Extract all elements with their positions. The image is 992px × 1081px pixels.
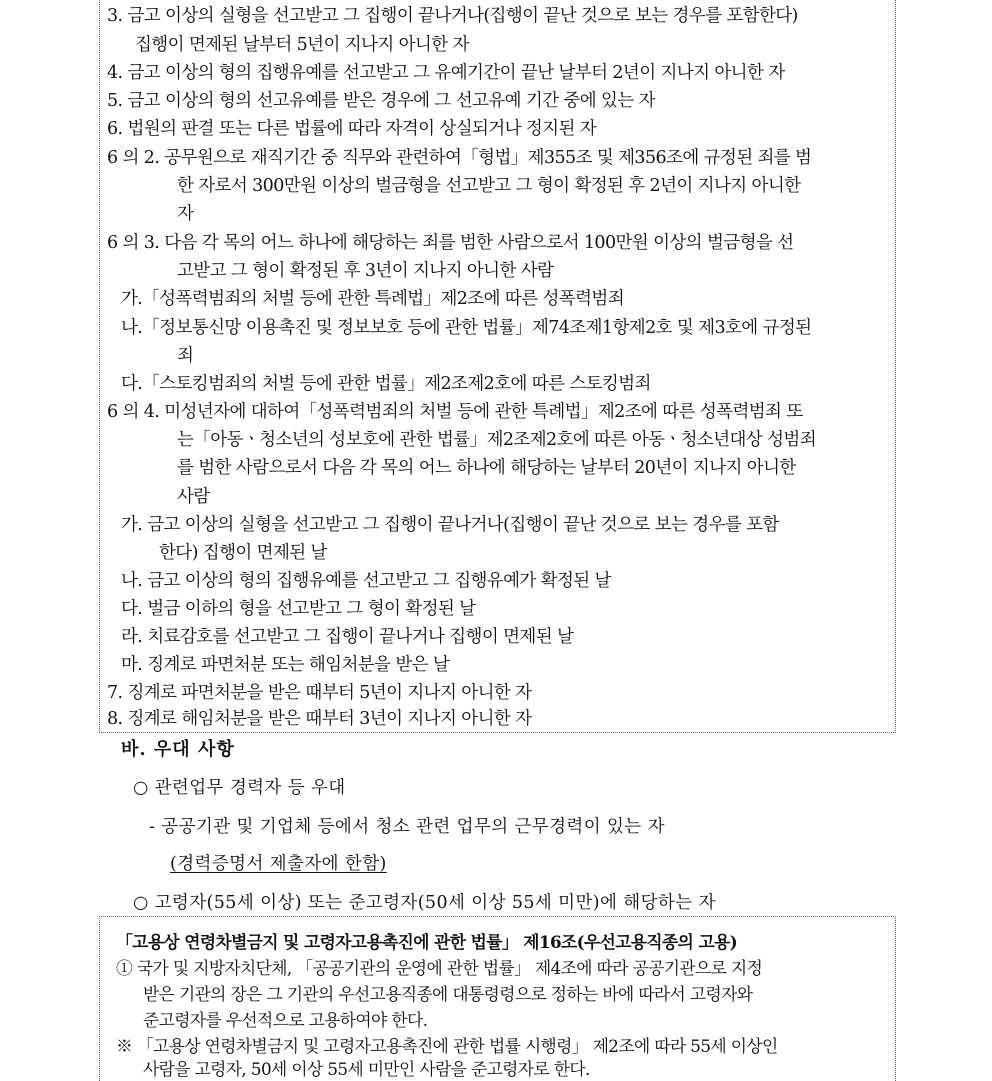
item-6: 6. 법원의 판결 또는 다른 법률에 따라 자격이 상실되거나 정지된 자 [107,119,597,139]
item-6-4-ra: 라. 치료감호를 선고받고 그 집행이 끝나거나 집행이 면제된 날 [121,627,574,647]
pref-elderly: ○ 고령자(55세 이상) 또는 준고령자(50세 이상 55세 미만)에 해당하는 자 [133,893,716,913]
item-7: 7. 징계로 파면처분을 받은 때부터 5년이 지나지 아니한 자 [107,683,532,703]
item-3-cont: 집행이 면제된 날부터 5년이 지나지 아니한 자 [135,35,469,55]
law-line-3: 준고령자를 우선적으로 고용하여야 한다. [143,1010,428,1030]
item-6-3-na: 나.「정보통신망 이용촉진 및 정보보호 등에 관한 법률」제74조제1항제2호 및 제3호에 규정된 [121,318,812,338]
law-line-1: ① 국가 및 지방자치단체, 「공공기관의 운영에 관한 법률」 제4조에 따라 공공기관으로 지정 [116,958,763,978]
item-8: 8. 징계로 해임처분을 받은 때부터 3년이 지나지 아니한 자 [107,709,532,729]
item-6-4-da: 다. 벌금 이하의 형을 선고받고 그 형이 확정된 날 [121,599,476,619]
item-6-4-ma: 마. 징계로 파면처분 또는 해임처분을 받은 날 [121,655,450,675]
item-6-4-na: 나. 금고 이상의 형의 집행유예를 선고받고 그 집행유예가 확정된 날 [121,571,611,591]
law-title: 「고용상 연령차별금지 및 고령자고용촉진에 관한 법률」 제16조(우선고용직종의 고용) [116,932,738,952]
law-note-cont: 사람을 고령자, 50세 이상 55세 미만인 사람을 준고령자로 한다. [143,1059,590,1079]
item-6-4-cont2: 를 범한 사람으로서 다음 각 목의 어느 하나에 해당하는 날부터 20년이 지나지 아니한 [177,458,796,478]
item-6-2-cont: 한 자로서 300만원 이상의 벌금형을 선고받고 그 형이 확정된 후 2년이 지나지 아니한 [177,176,801,196]
section-title: 바. 우대 사항 [121,739,235,760]
law-line-2: 받은 기관의 장은 그 기관의 우선고용직종에 대통령령으로 정하는 바에 따라서 고령자와 [143,984,753,1004]
item-6-3-cont: 고받고 그 형이 확정된 후 3년이 지나지 아니한 사람 [177,261,554,281]
pref-career-detail: - 공공기관 및 기업체 등에서 청소 관련 업무의 근무경력이 있는 자 [149,817,665,837]
pref-career-note: (경력증명서 제출자에 한함) [170,854,387,874]
item-4: 4. 금고 이상의 형의 집행유예를 선고받고 그 유예기간이 끝난 날부터 2년이 지나지 아니한 자 [107,63,785,83]
item-6-3-na-cont: 죄 [177,346,194,366]
item-6-4-cont: 는「아동ㆍ청소년의 성보호에 관한 법률」제2조제2호에 따른 아동ㆍ청소년대상 성범죄 [177,430,817,450]
item-6-4-ga: 가. 금고 이상의 실형을 선고받고 그 집행이 끝나거나(집행이 끝난 것으로 보는 경우를 포함 [121,515,779,535]
item-6-4-cont3: 사람 [177,487,210,507]
item-6-2-cont2: 자 [177,204,194,224]
item-6-2: 6 의 2. 공무원으로 재직기간 중 직무와 관련하여「형법」제355조 및 제356조에 규정된 죄를 범 [107,148,812,168]
pref-career: ○ 관련업무 경력자 등 우대 [133,778,346,798]
item-6-4-ga-cont: 한다) 집행이 면제된 날 [159,543,327,563]
item-3: 3. 금고 이상의 실형을 선고받고 그 집행이 끝나거나(집행이 끝난 것으로 보는 경우를 포함한다) [107,6,798,26]
law-note: ※ 「고용상 연령차별금지 및 고령자고용촉진에 관한 법률 시행령」 제2조에 따라 55세 이상인 [116,1036,778,1056]
item-6-3: 6 의 3. 다음 각 목의 어느 하나에 해당하는 죄를 범한 사람으로서 100만원 이상의 벌금형을 선 [107,233,794,253]
item-5: 5. 금고 이상의 형의 선고유예를 받은 경우에 그 선고유예 기간 중에 있는 자 [107,91,655,111]
item-6-3-ga: 가.「성폭력범죄의 처벌 등에 관한 특례법」제2조에 따른 성폭력범죄 [121,289,625,309]
item-6-3-da: 다.「스토킹범죄의 처벌 등에 관한 법률」제2조제2호에 따른 스토킹범죄 [121,374,651,394]
item-6-4: 6 의 4. 미성년자에 대하여「성폭력범죄의 처벌 등에 관한 특례법」제2조에 따른 성폭력범죄 또 [107,402,803,422]
